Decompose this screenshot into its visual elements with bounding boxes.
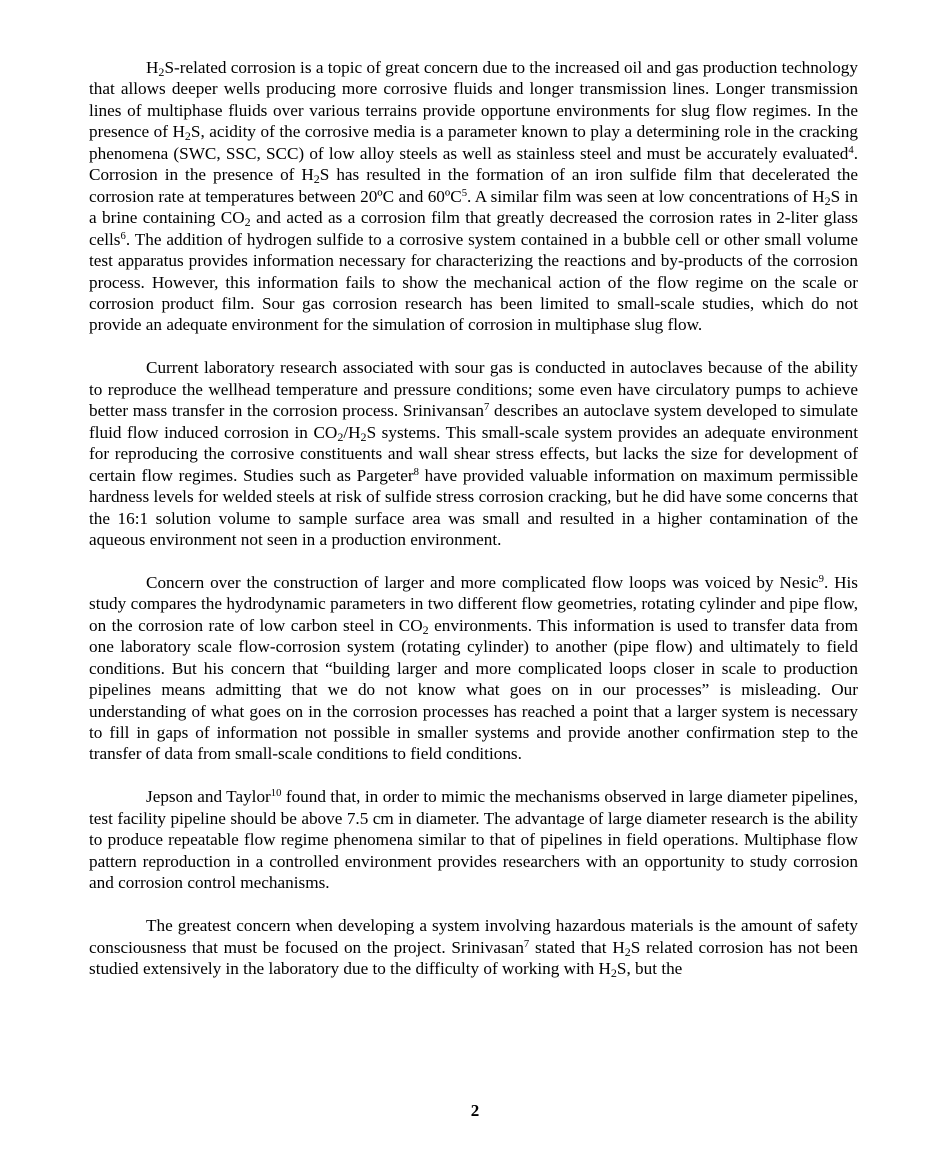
subscript: 2 <box>422 622 429 637</box>
citation-superscript: 5 <box>461 187 468 199</box>
citation-superscript: 7 <box>523 938 530 950</box>
citation-superscript: 7 <box>483 402 490 414</box>
subscript: 2 <box>184 129 191 144</box>
citation-superscript: 4 <box>848 144 854 156</box>
citation-superscript: 10 <box>270 788 282 800</box>
subscript: 2 <box>313 172 320 187</box>
subscript: 2 <box>337 429 344 444</box>
paragraph-flow-loops-concern: Concern over the construction of larger and more complicated flow loops was voiced by Nesic$^9$. His study compares the hydrodynamic parameters in two different flow geometries, rotating cylinder and pipe flow, on the corrosion rate of low carbon steel in $CO_2$ environments. This information is used to transfer data from one laboratory scale flow-corrosion system (rotating cylinder) to another (pipe flow) and ultimately to field conditions. But his concern that “building larger and more complicated loops closer in scale to production pipelines means admitting that we do not know what goes on in our processes” is misleading. Our understanding of what goes on in the corrosion processes has reached a point that a larger system is necessary to fill in gaps of information not possible in smaller systems and provide another confirmation step to the transfer of data from small-scale conditions to field conditions. <box>89 572 858 764</box>
document-page <box>89 57 858 979</box>
citation-superscript: 8 <box>413 466 419 478</box>
citation-superscript: 9 <box>818 573 824 585</box>
subscript: 2 <box>244 215 251 230</box>
paragraph-safety-concern: The greatest concern when developing a system involving hazardous materials is the amount of safety consciousness that must be focused on the project. Srinivasan$^7$ stated that $H_2S$ related corrosion has not been studied extensively in the laboratory due to the difficulty of working with $H_2S$, but the <box>89 916 858 980</box>
subscript: 2 <box>360 429 367 444</box>
citation-superscript: 6 <box>120 230 126 242</box>
paragraph-h2s-corrosion-intro: $H_2S$-related corrosion is a topic of great concern due to the increased oil and gas production technology that allows deeper wells producing more corrosive fluids and longer transmission lines. Longer transmission lines of multiphase fluids over various terrains provide opportune environments for slug flow regimes. In the presence of $H_2S$, acidity of the corrosive media is a parameter known to play a determining role in the cracking phenomena (SWC, SSC, SCC) of low alloy steels as well as stainless steel and must be accurately evaluated$^4$. Corrosion in the presence of $H_2S$ has resulted in the formation of an iron sulfide film that decelerated the corrosion rate at temperatures between 20ºC and 60ºC$^5$. A similar film was seen at low concentrations of $H_2S$ in a brine containing $CO_2$ and acted as a corrosion film that greatly decreased the corrosion rates in 2-liter glass cells$^6$. The addition of hydrogen sulfide to a corrosive system contained in a bubble cell or other small volume test apparatus provides information necessary for characterizing the reactions and by-products of the corrosion process. However, this information fails to show the mechanical action of the flow regime on the scale or corrosion product film. Sour gas corrosion research has been limited to small-scale studies, which do not provide an adequate environment for the simulation of corrosion in multiphase slug flow. <box>89 58 858 335</box>
subscript: 2 <box>610 965 617 980</box>
subscript: 2 <box>624 944 631 959</box>
paragraph-large-diameter-research: Jepson and Taylor$^{10}$ found that, in order to mimic the mechanisms observed in large diameter pipelines, test facility pipeline should be above 7.5 cm in diameter. The advantage of large diameter research is the ability to produce repeatable flow regime phenomena similar to that of pipelines in field operations. Multiphase flow pattern reproduction in a controlled environment provides researchers with an opportunity to study corrosion and corrosion control mechanisms. <box>89 787 859 893</box>
subscript: 2 <box>824 193 831 208</box>
page-number: 2 <box>470 1101 480 1120</box>
subscript: 2 <box>158 65 165 79</box>
paragraph-laboratory-research: Current laboratory research associated with sour gas is conducted in autoclaves because of the ability to reproduce the wellhead temperature and pressure conditions; some even have circulatory pumps to achieve better mass transfer in the corrosion process. Srinivansan$^7$ describes an autoclave system developed to simulate fluid flow induced corrosion in $CO_2/H_2S$ systems. This small-scale system provides an adequate environment for reproducing the corrosive constituents and wall shear stress effects, but lacks the size for development of certain flow regimes. Studies such as Pargeter$^8$ have provided valuable information on maximum permissible hardness levels for welded steels at risk of sulfide stress corrosion cracking, but he did have some concerns that the 16:1 solution volume to sample surface area was small and resulted in a higher contamination of the aqueous environment not seen in a production environment. <box>89 358 858 549</box>
